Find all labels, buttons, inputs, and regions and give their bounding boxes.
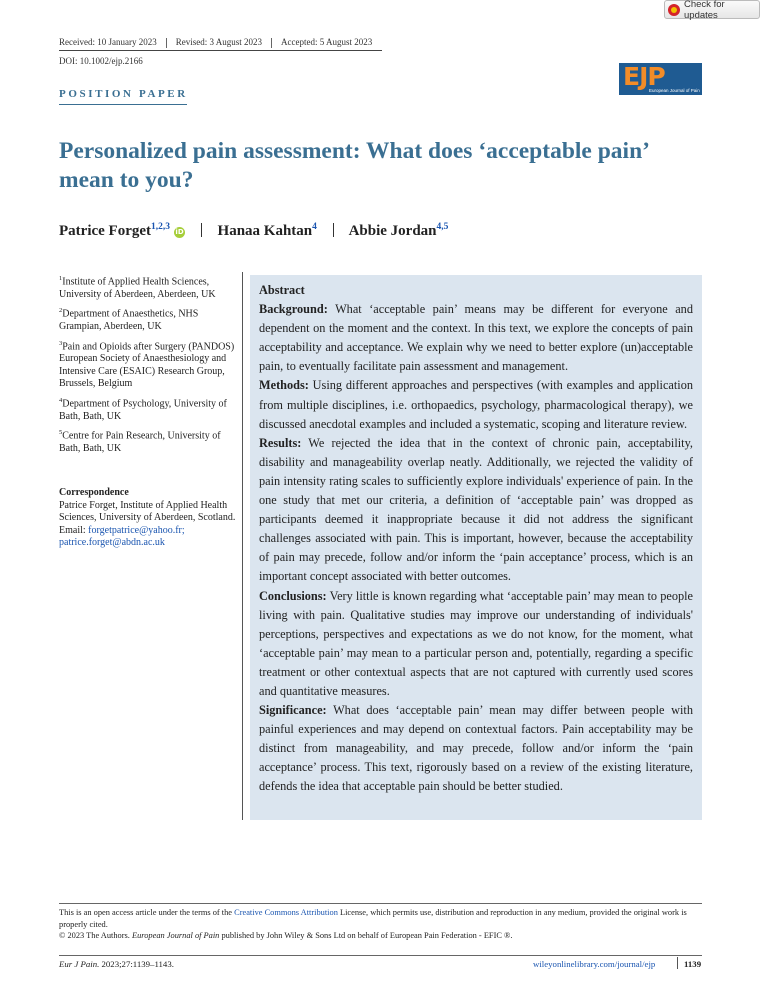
copyright-notice: © 2023 The Authors. European Journal of Pain published by John Wiley & Sons Ltd on behalf of European Pain Federation - EFIC ®. <box>59 931 513 940</box>
abstract-results: Results: We rejected the idea that in the context of chronic pain, acceptability, disability and manageability overlap neatly. Additionally, we rejected the validity of pain intensity rating scales to sufficiently explore individuals' experience of pain. In the one study that met our criteria, a definition of ‘acceptable pain’ was dropped as participants deemed it inappropriate because it did not address the significant challenges associated with pain. This is important, however, because the acceptability of pain may precede, follow and/or inform the ‘pain acceptance’ process, which is an important concept associated with better outcomes. <box>259 435 693 584</box>
abstract-significance: Significance: What does ‘acceptable pain’ mean may differ between people with painful experiences and may depend on contextual factors. Pain acceptability may be distinct from manageability, and may precede, follow and/or inform the ‘pain acceptance’ process. This text, rigorously based on a review of the existing literature, defends the idea that acceptable pain should be better studied. <box>259 703 693 794</box>
article-title: Personalized pain assessment: What does ‘acceptable pain’ mean to you? <box>59 138 649 193</box>
correspondence <box>59 487 237 550</box>
author-list <box>59 222 448 240</box>
email-link[interactable]: forgetpatrice@yahoo.fr <box>88 524 182 536</box>
abstract-methods: Methods: Using different approaches and perspectives (with examples and application from multiple disciplines, i.e. orthopaedics, psychology, pharmacological therapy), we discussed anecdotal examples and included a systematic, scoping and literature review. <box>259 378 693 431</box>
logo-subtext: European Journal of Pain <box>649 88 700 93</box>
check-for-updates-label: Check for updates <box>684 0 725 21</box>
accepted-date: Accepted: 5 August 2023 <box>281 37 373 47</box>
bottom-divider <box>59 955 702 956</box>
revised-date: Revised: 3 August 2023 <box>175 37 262 47</box>
doi: DOI: 10.1002/ejp.2166 <box>59 56 143 66</box>
correspondence-email: Email: forgetpatrice@yahoo.fr; patrice.forget@abdn.ac.uk <box>59 524 185 548</box>
section-underline <box>59 104 187 105</box>
date-separator <box>271 38 272 48</box>
article-dates <box>59 37 372 47</box>
affiliation-item: $^2$Department of Anaesthetics, NHS Grampian, Aberdeen, UK <box>59 307 199 333</box>
license-link[interactable]: Creative Commons Attribution <box>234 908 338 917</box>
received-date: Received: 10 January 2023 <box>59 37 157 47</box>
affiliation-item: $^1$Institute of Applied Health Sciences, University of Aberdeen, Aberdeen, UK <box>59 275 216 300</box>
abstract-background: Background: What ‘acceptable pain’ means may be different for everyone and dependent on the moment and the context. In this text, we explore the concepts of pain acceptability and acceptance. We explain why we need to better explore (un)acceptable pain, to eventually facilitate pain assessment and management. <box>259 302 693 374</box>
page-separator <box>677 957 678 969</box>
orcid-icon[interactable]: iD <box>175 228 184 236</box>
journal-url-link[interactable]: wileyonlinelibrary.com/journal/ejp <box>533 959 656 969</box>
affiliations <box>59 273 237 460</box>
author-affiliation-ref[interactable]: 1,2,3 <box>151 222 171 232</box>
abstract-heading: Abstract <box>259 283 305 297</box>
journal-logo <box>619 63 702 95</box>
abstract-conclusions: Conclusions: Very little is known regarding what ‘acceptable pain’ may mean to people living with pain. Qualitative studies may improve our understanding of individuals' perceptions, perspectives and expectations as we do not know, for the moment, what ‘acceptable pain’ may mean to a particular person and, potentially, regarding a specific treatment or other contextual aspects that are not captured with currently used scores and quantitative measures. <box>259 588 693 698</box>
author-separator <box>201 223 202 237</box>
date-separator <box>166 38 167 48</box>
author-separator <box>333 223 334 237</box>
author-name: Abbie Jordan <box>348 223 437 239</box>
abstract-box <box>250 275 702 820</box>
email-link[interactable]: patrice.forget@abdn.ac.uk <box>59 537 165 548</box>
citation: Eur J Pain. 2023;27:1139–1143. <box>59 959 174 969</box>
footer-divider <box>59 903 702 904</box>
check-for-updates-button[interactable] <box>664 0 760 19</box>
correspondence-heading: Correspondence <box>59 487 129 498</box>
affiliation-item: $^5$Centre for Pain Research, University of Bath, Bath, UK <box>59 429 221 455</box>
correspondence-text: Patrice Forget, Institute of Applied Health Sciences, University of Aberdeen, Scotland. <box>59 499 236 523</box>
license-notice: This is an open access article under the terms of the Creative Commons Attribution License, which permits use, distribution and reproduction in any medium, provided the original work is properly cited. © 2023 The Authors. European Journal of Pain published by John Wiley & Sons Ltd on behalf of European Pain Federation - EFIC ®. <box>59 907 704 942</box>
affiliation-item: $^3$Pain and Opioids after Surgery (PANDOS) European Society of Anaesthesiology and Intensive Care (ESAIC) Research Group, Brussels, Belgium <box>59 339 235 390</box>
author-affiliation-ref[interactable]: 4 <box>312 222 317 232</box>
section-label: POSITION PAPER <box>59 88 188 100</box>
header-divider <box>59 50 382 51</box>
logo-text: EJP <box>623 62 665 91</box>
author-affiliation-ref[interactable]: 4,5 <box>436 222 449 232</box>
author-name: Patrice Forget <box>59 223 152 239</box>
crossmark-icon <box>668 4 680 16</box>
author-name: Hanaa Kahtan <box>217 223 313 239</box>
column-divider <box>242 272 243 820</box>
page-number: 1139 <box>684 959 702 969</box>
affiliation-item: $^4$Department of Psychology, University of Bath, Bath, UK <box>59 396 227 422</box>
